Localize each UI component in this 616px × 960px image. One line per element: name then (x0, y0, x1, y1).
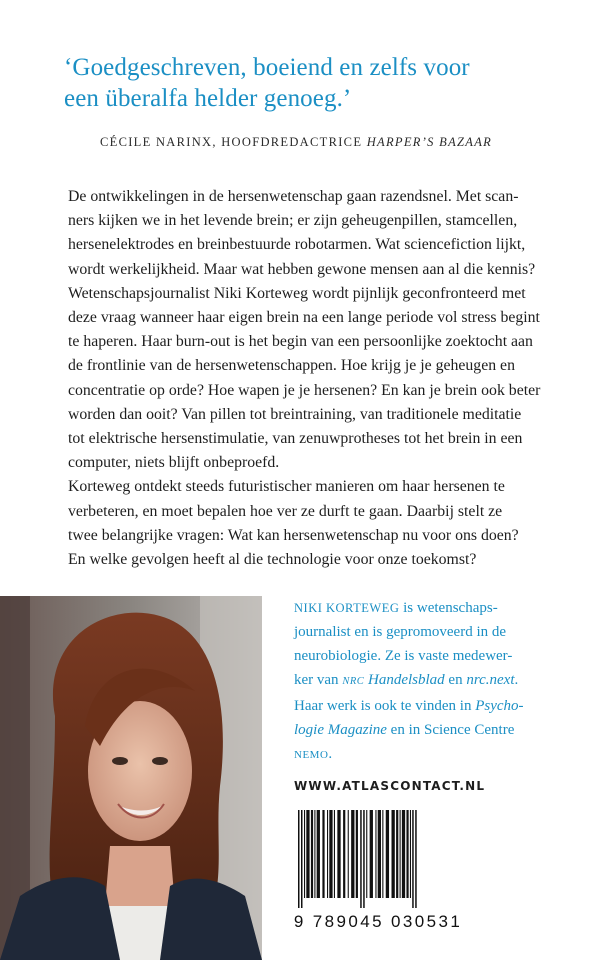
psychologie-label-2: logie Magazine (294, 722, 387, 738)
barcode-bar (304, 810, 305, 898)
barcode-bar (343, 810, 345, 898)
blurb-line: twee belangrijke vragen: Wat kan hersenwetenschap nu voor ons doen? (68, 526, 519, 544)
barcode-bar (306, 810, 309, 898)
blurb-line: de frontlinie van de hersenwetenschappen. Hoe krijg je je geheugen en (68, 357, 515, 375)
barcode-bar (406, 810, 408, 898)
quote-line-1: ‘Goedgeschreven, boeiend en zelfs voor (64, 54, 470, 81)
attribution-name: CÉCILE NARINX, HOOFDREDACTRICE (100, 135, 363, 149)
isbn-number: 9 789045 030531 (293, 912, 463, 931)
barcode-bar (334, 810, 335, 898)
back-cover-blurb (68, 185, 568, 572)
bio-line (294, 668, 566, 694)
barcode-bar (301, 810, 303, 908)
author-photo (0, 596, 262, 960)
barcode-bar (366, 810, 367, 898)
barcode-bar (322, 810, 324, 898)
blurb-line: verbeteren, en moet bepalen hoe ver ze durft te gaan. Daarbij stelt ze (68, 502, 503, 520)
barcode-bar (370, 810, 373, 898)
barcode-bar (317, 810, 320, 898)
barcode-bar (327, 810, 328, 898)
bio-line (294, 742, 566, 767)
bio-line (294, 694, 566, 718)
blurb-line: deze vraag wanneer haar eigen brein na een lange periode vol stress begint (68, 309, 540, 327)
bio-text: Haar werk is ook te vinden in (294, 698, 476, 714)
blurb-line: Korteweg ontdekt steeds futuristischer manieren om haar hersenen te (68, 478, 505, 496)
barcode-bar (329, 810, 332, 898)
bio-text: . (514, 672, 519, 688)
blurb-line: De ontwikkelingen in de hersenwetenschap gaan razendsnel. Met scan- (68, 188, 519, 205)
barcode-bar (363, 810, 365, 908)
barcode-bar (375, 810, 376, 898)
blurb-line: worden dan ooit? Van pillen tot breintraining, van traditionele meditatie (68, 405, 522, 423)
blurb-line: wordt werkelijkheid. Maar wat hebben gewone mensen aan al die kennis? (68, 260, 536, 278)
nemo-label: NEMO (294, 749, 329, 761)
blurb-line: hersenelektrodes en breinbestuurde robotarmen. Wat sciencefiction lijkt, (68, 236, 526, 254)
bio-text: ker van (294, 672, 343, 688)
barcode-bar (314, 810, 315, 898)
blurb-line: ners kijken we in het levende brein; er zijn geheugenpillen, stamcellen, (68, 212, 518, 230)
quote-line-2: een überalfa helder genoeg.’ (64, 85, 352, 112)
barcode-bar (311, 810, 313, 898)
blurb-line: tot elektrische hersenstimulatie, van zenuwprotheses tot het brein in een (68, 430, 523, 448)
bio-text: en in Science Centre (386, 722, 515, 738)
psychologie-label-1: Psycho- (475, 698, 524, 714)
author-name: NIKI KORTEWEG (294, 601, 400, 615)
quote-attribution (100, 135, 560, 150)
blurb-line: concentratie op orde? Hoe wapen je je hersenen? En kan je brein ook beter (68, 381, 541, 399)
barcode-bar (415, 810, 417, 908)
bio-text: is wetenschaps- (399, 600, 498, 616)
barcode-bar (412, 810, 414, 908)
barcode-bar (402, 810, 405, 898)
barcode-bar (392, 810, 395, 898)
blurb-line: computer, niets blijft onbeproefd. (68, 454, 280, 472)
bio-line: journalist en is gepromoveerd in de (294, 624, 507, 640)
nrc-label: NRC (342, 676, 365, 687)
author-bio (294, 596, 566, 767)
cover-quote (64, 52, 564, 114)
nrc-next-label: nrc.next (466, 672, 515, 688)
handelsblad-label: Handelsblad (364, 672, 445, 688)
bio-text: en (444, 672, 467, 688)
bio-text: . (328, 746, 333, 762)
attribution-magazine: HARPER’S BAZAAR (366, 135, 493, 149)
barcode-bar (356, 810, 358, 898)
barcode-bar (337, 810, 340, 898)
blurb-line: Wetenschapsjournalist Niki Korteweg wordt pijnlijk geconfronteerd met (68, 284, 526, 302)
bio-line (294, 718, 566, 742)
barcode-bar (410, 810, 411, 898)
blurb-line: En welke gevolgen heeft al die technologie voor onze toekomst? (68, 551, 477, 569)
barcode-bar (396, 810, 398, 898)
barcode-bar (351, 810, 354, 898)
publisher-website[interactable]: WWW.ATLASCONTACT.NL (294, 779, 486, 793)
barcode-bar (360, 810, 362, 908)
barcode-bar (400, 810, 401, 898)
barcode-bars (288, 810, 468, 910)
barcode-bar (386, 810, 389, 898)
barcode-bar (348, 810, 349, 898)
barcode-bar (298, 810, 300, 908)
bio-line: neurobiologie. Ze is vaste medewer- (294, 648, 513, 664)
barcode-bar (378, 810, 381, 898)
blurb-line: te haperen. Haar burn-out is het begin van een persoonlijke zoektocht aan (68, 333, 533, 351)
bio-line (294, 596, 566, 620)
barcode-bar (382, 810, 383, 898)
